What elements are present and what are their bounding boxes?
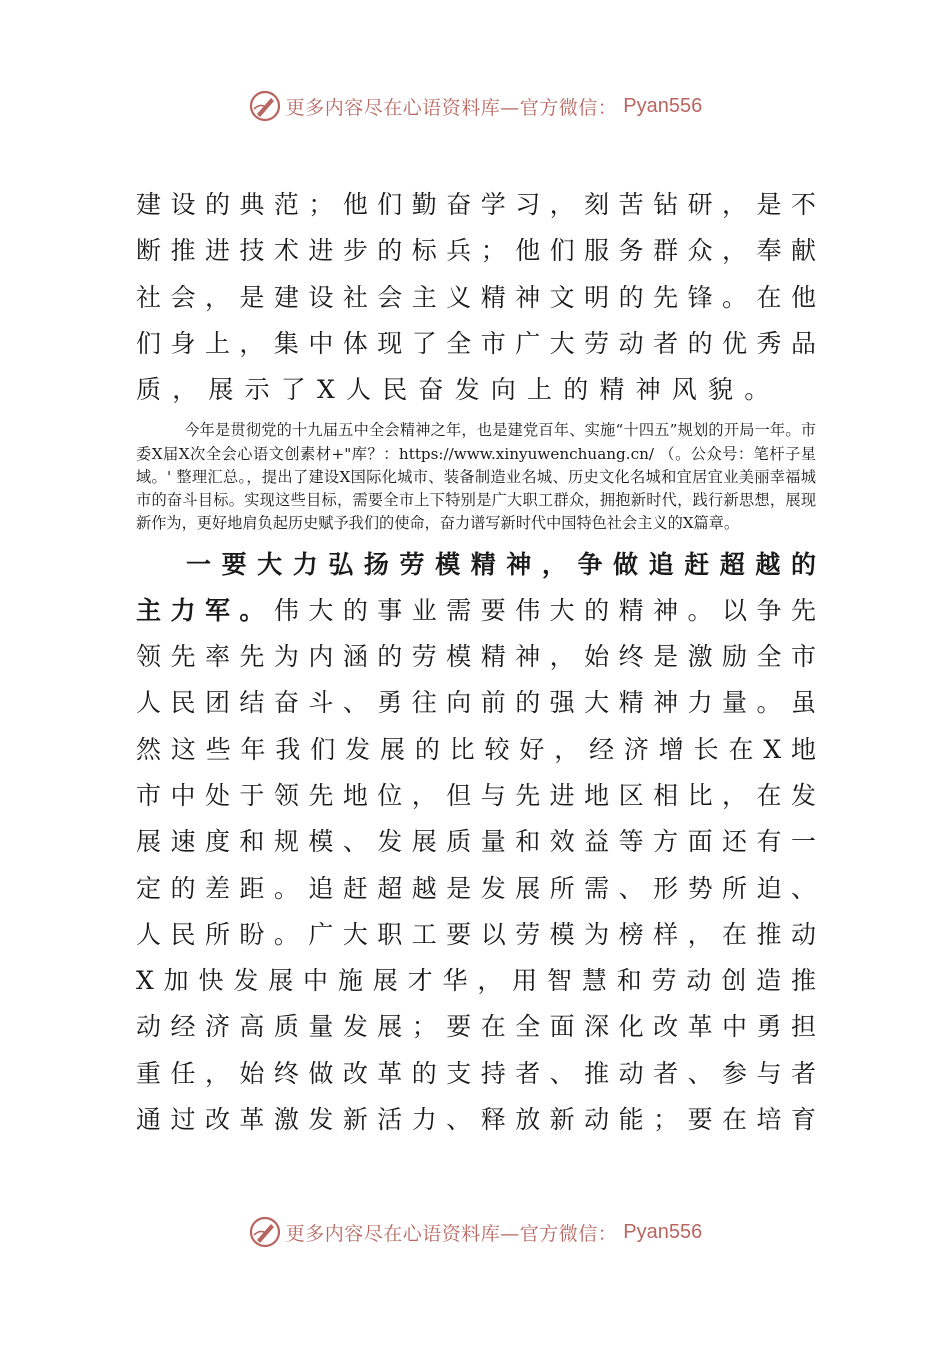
small-paragraph [136,419,816,535]
text-line: 人民团结奋斗、勇往向前的强大精神力量。虽 [136,688,816,718]
footer-banner [0,1212,950,1252]
pen-logo-icon [248,89,282,123]
text-line: X加快发展中施展才华，用智慧和劳动创造推 [136,966,816,996]
text-line: 建设的典范；他们勤奋学习，刻苦钻研，是不 [136,190,816,219]
text-line: 人民所盼。广大职工要以劳模为榜样，在推动 [136,919,816,949]
document-body [136,182,816,1143]
text-line: 断推进技术进步的标兵；他们服务群众，奉献 [136,236,816,266]
small-paragraph-text: 今年是贯彻党的十九届五中全会精神之年，也是建党百年、实施“十四五”规划的开局一年。市委X届X次全会心语文创素材+"库？：https://www.xinyuwenchuang.cn/ （。公众号：笔杆子星域。' 整理汇总。，提出了建设X国际化城市、装备制造业名城、历史文化名城和宜居宜业美丽幸福城市的奋斗目标。实现这些目标，需要全市上下特别是广大职工群众，拥抱新时代，践行新思想，展现新作为，更好地肩负起历史赋予我们的使命，奋力谱写新时代中国特色社会主义的X篇章。 [136,421,816,533]
text-line: 然这些年我们发展的比较好，经济增长在X地 [136,734,816,764]
text-line: 展速度和规模、发展质量和效益等方面还有一 [136,827,816,857]
heading-line-2-rest: 伟大的事业需要伟大的精神。以争先 [273,595,816,625]
text-line: 通过改革激发新活力、释放新动能；要在培育 [136,1105,816,1135]
text-line [136,588,816,634]
header-wechat-id: Pyan556 [623,94,703,117]
text-line: 领先率先为内涵的劳模精神，始终是激励全市 [136,642,816,672]
text-line: 动经济高质量发展；要在全面深化改革中勇担 [136,1012,816,1042]
text-line: 重任，始终做改革的支持者、推动者、参与者 [136,1058,816,1088]
header-banner [0,86,950,126]
footer-banner-text: 更多内容尽在心语资料库—官方微信： [285,1222,618,1245]
header-banner-text: 更多内容尽在心语资料库—官方微信： [285,96,618,119]
section-heading [136,542,816,588]
pen-logo-icon [248,1215,282,1249]
text-line: 质，展示了X人民奋发向上的精神风貌。 [136,375,781,405]
heading-line-2-bold: 主力军。 [136,595,274,625]
paragraph-1 [136,182,816,413]
text-line: 社会，是建设社会主义精神文明的先锋。在他 [136,282,816,312]
text-line: 定的差距。追赶超越是发展所需、形势所迫、 [136,873,816,903]
text-line: 们身上，集中体现了全市广大劳动者的优秀品 [136,328,816,358]
footer-wechat-id: Pyan556 [623,1220,703,1243]
text-line: 市中处于领先地位，但与先进地区相比，在发 [136,780,816,810]
paragraph-2 [136,542,816,1144]
heading-line-1: 一要大力弘扬劳模精神，争做追赶超越的 [186,549,816,579]
